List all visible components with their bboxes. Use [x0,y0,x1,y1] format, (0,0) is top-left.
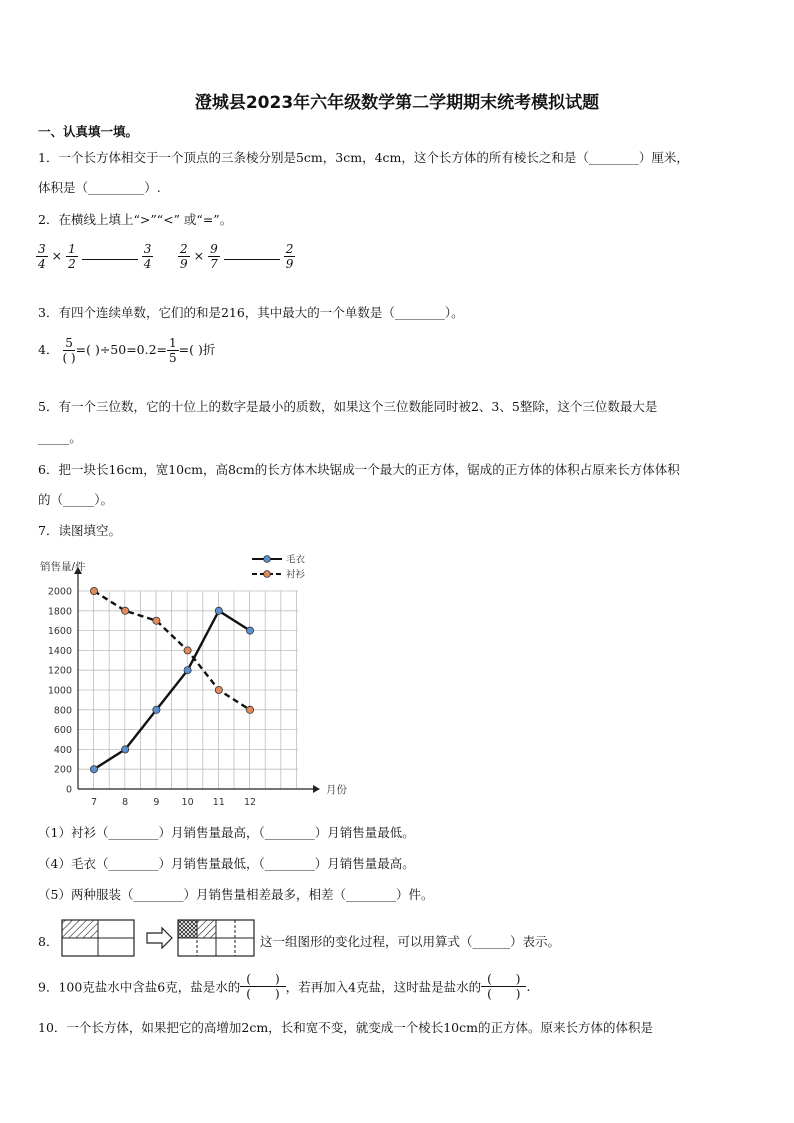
y-tick-label: 2000 [47,586,72,598]
y-tick-label: 800 [53,705,72,717]
x-tick-label: 9 [153,797,160,808]
fraction: $\frac{3}{4}$ [38,242,46,271]
legend-marker [264,556,271,563]
question-5-line-2: _____。 [38,430,82,445]
data-point [153,706,160,713]
question-7-sub-1: （1）衬衫（________）月销售量最高，（________）月销售量最低。 [38,825,415,840]
legend-marker [264,571,271,578]
question-3: 3．有四个连续单数，它们的和是216，其中最大的一个单数是（________）。 [38,305,464,320]
question-10: 10．一个长方体，如果把它的高增加2cm，长和宽不变，就变成一个棱长10cm的正方体。原来长方体的体积是 [38,1020,653,1035]
question-1-line-2: 体积是（_________）. [38,180,161,195]
q8-shape-diagram [60,918,258,958]
y-tick-label: 600 [53,725,72,737]
question-7-sub-4: （4）毛衣（________）月销售量最低，（________）月销售量最高。 [38,856,415,871]
data-point [246,627,253,634]
y-axis-label: 销售量/件 [40,561,86,573]
q2-item-2: $\frac{2}{9}$ × $\frac{9}{7}$ $\frac{2}{9}$ [180,242,294,271]
y-tick-label: 200 [53,764,72,776]
x-tick-label: 7 [90,797,98,808]
x-tick-label: 11 [212,797,225,808]
question-7-sub-5: （5）两种服装（________）月销售量相差最多，相差（________）件。 [38,887,434,902]
data-point [90,766,97,773]
question-6-line-2: 的（_____）。 [38,492,114,507]
arrow-right-icon [147,928,172,948]
chart-axes [40,560,347,808]
question-4: 4． $\frac{5}{( )}$ =( )÷50=0.2= $\frac{1}{5}$ =( )折 [38,336,216,365]
answer-blank[interactable] [82,259,138,260]
question-9: 9．100克盐水中含盐6克，盐是水的 ( ) ( ) ，若再加入4克盐，这时盐是盐水的 ( ) ( ) . [38,972,531,1001]
question-5-line-1: 5．有一个三位数，它的十位上的数字是最小的质数，如果这个三位数能同时被2、3、5整除，这个三位数最大是 [38,399,658,414]
question-7: 7．读图填空。 [38,523,121,538]
y-tick-label: 1000 [47,685,72,697]
fraction: $\frac{2}{9}$ [285,242,294,271]
x-tick-label: 10 [181,797,194,808]
data-point [122,746,129,753]
fraction: $\frac{5}{( )}$ [62,336,76,365]
q2-item-1: $\frac{3}{4}$ × $\frac{1}{2}$ $\frac{3}{4}$ [38,242,152,271]
data-point [184,647,191,654]
data-point [122,607,129,614]
fraction: $\frac{1}{2}$ [68,242,76,271]
question-2: 2．在横线上填上“>”“<” 或“=”。 [38,212,233,227]
blank-fraction: ( ) ( ) [240,972,285,1001]
second-rectangle [178,920,254,956]
y-tick-label: 400 [53,744,72,756]
question-1-line-1: 1．一个长方体相交于一个顶点的三条棱分别是5cm，3cm，4cm，这个长方体的所有棱长之和是（________）厘米， [38,150,689,165]
fraction: $\frac{3}{4}$ [143,242,152,271]
data-point [153,617,160,624]
question-8-label: 8． [38,934,59,949]
data-point [184,667,191,674]
fraction: $\frac{9}{7}$ [210,242,218,271]
data-point [246,706,253,713]
y-tick-label: 1600 [47,626,72,638]
fraction: $\frac{1}{5}$ [169,336,177,365]
y-tick-label: 1800 [47,606,72,618]
blank-fraction: ( ) ( ) [481,972,526,1001]
question-8-text: 这一组图形的变化过程，可以用算式（______）表示。 [260,934,561,949]
first-rectangle [62,920,134,956]
legend-label: 毛衣 [286,554,306,566]
section-heading: 一、认真填一填。 [38,124,139,139]
x-tick-label: 8 [122,797,129,808]
page-title: 澄城县2023年六年级数学第二学期期末统考模拟试题 [194,93,600,113]
chart-legend [252,554,306,581]
question-6-line-1: 6．把一块长16cm，宽10cm，高8cm的长方体木块锯成一个最大的正方体，锯成的正方体的体积占原来长方体体积 [38,462,680,477]
x-tick-label: 12 [243,797,257,808]
fraction: $\frac{2}{9}$ [180,242,188,271]
data-point [215,686,222,693]
x-axis-arrow [313,785,320,793]
data-point [90,587,97,594]
y-tick-label: 1400 [47,645,72,657]
data-point [215,607,222,614]
y-tick-label: 0 [65,784,72,796]
x-axis-label: 月份 [326,784,347,796]
legend-label: 衬衫 [286,569,306,581]
sales-line-chart [30,548,350,810]
answer-blank[interactable] [224,259,280,260]
y-tick-label: 1200 [47,665,72,677]
